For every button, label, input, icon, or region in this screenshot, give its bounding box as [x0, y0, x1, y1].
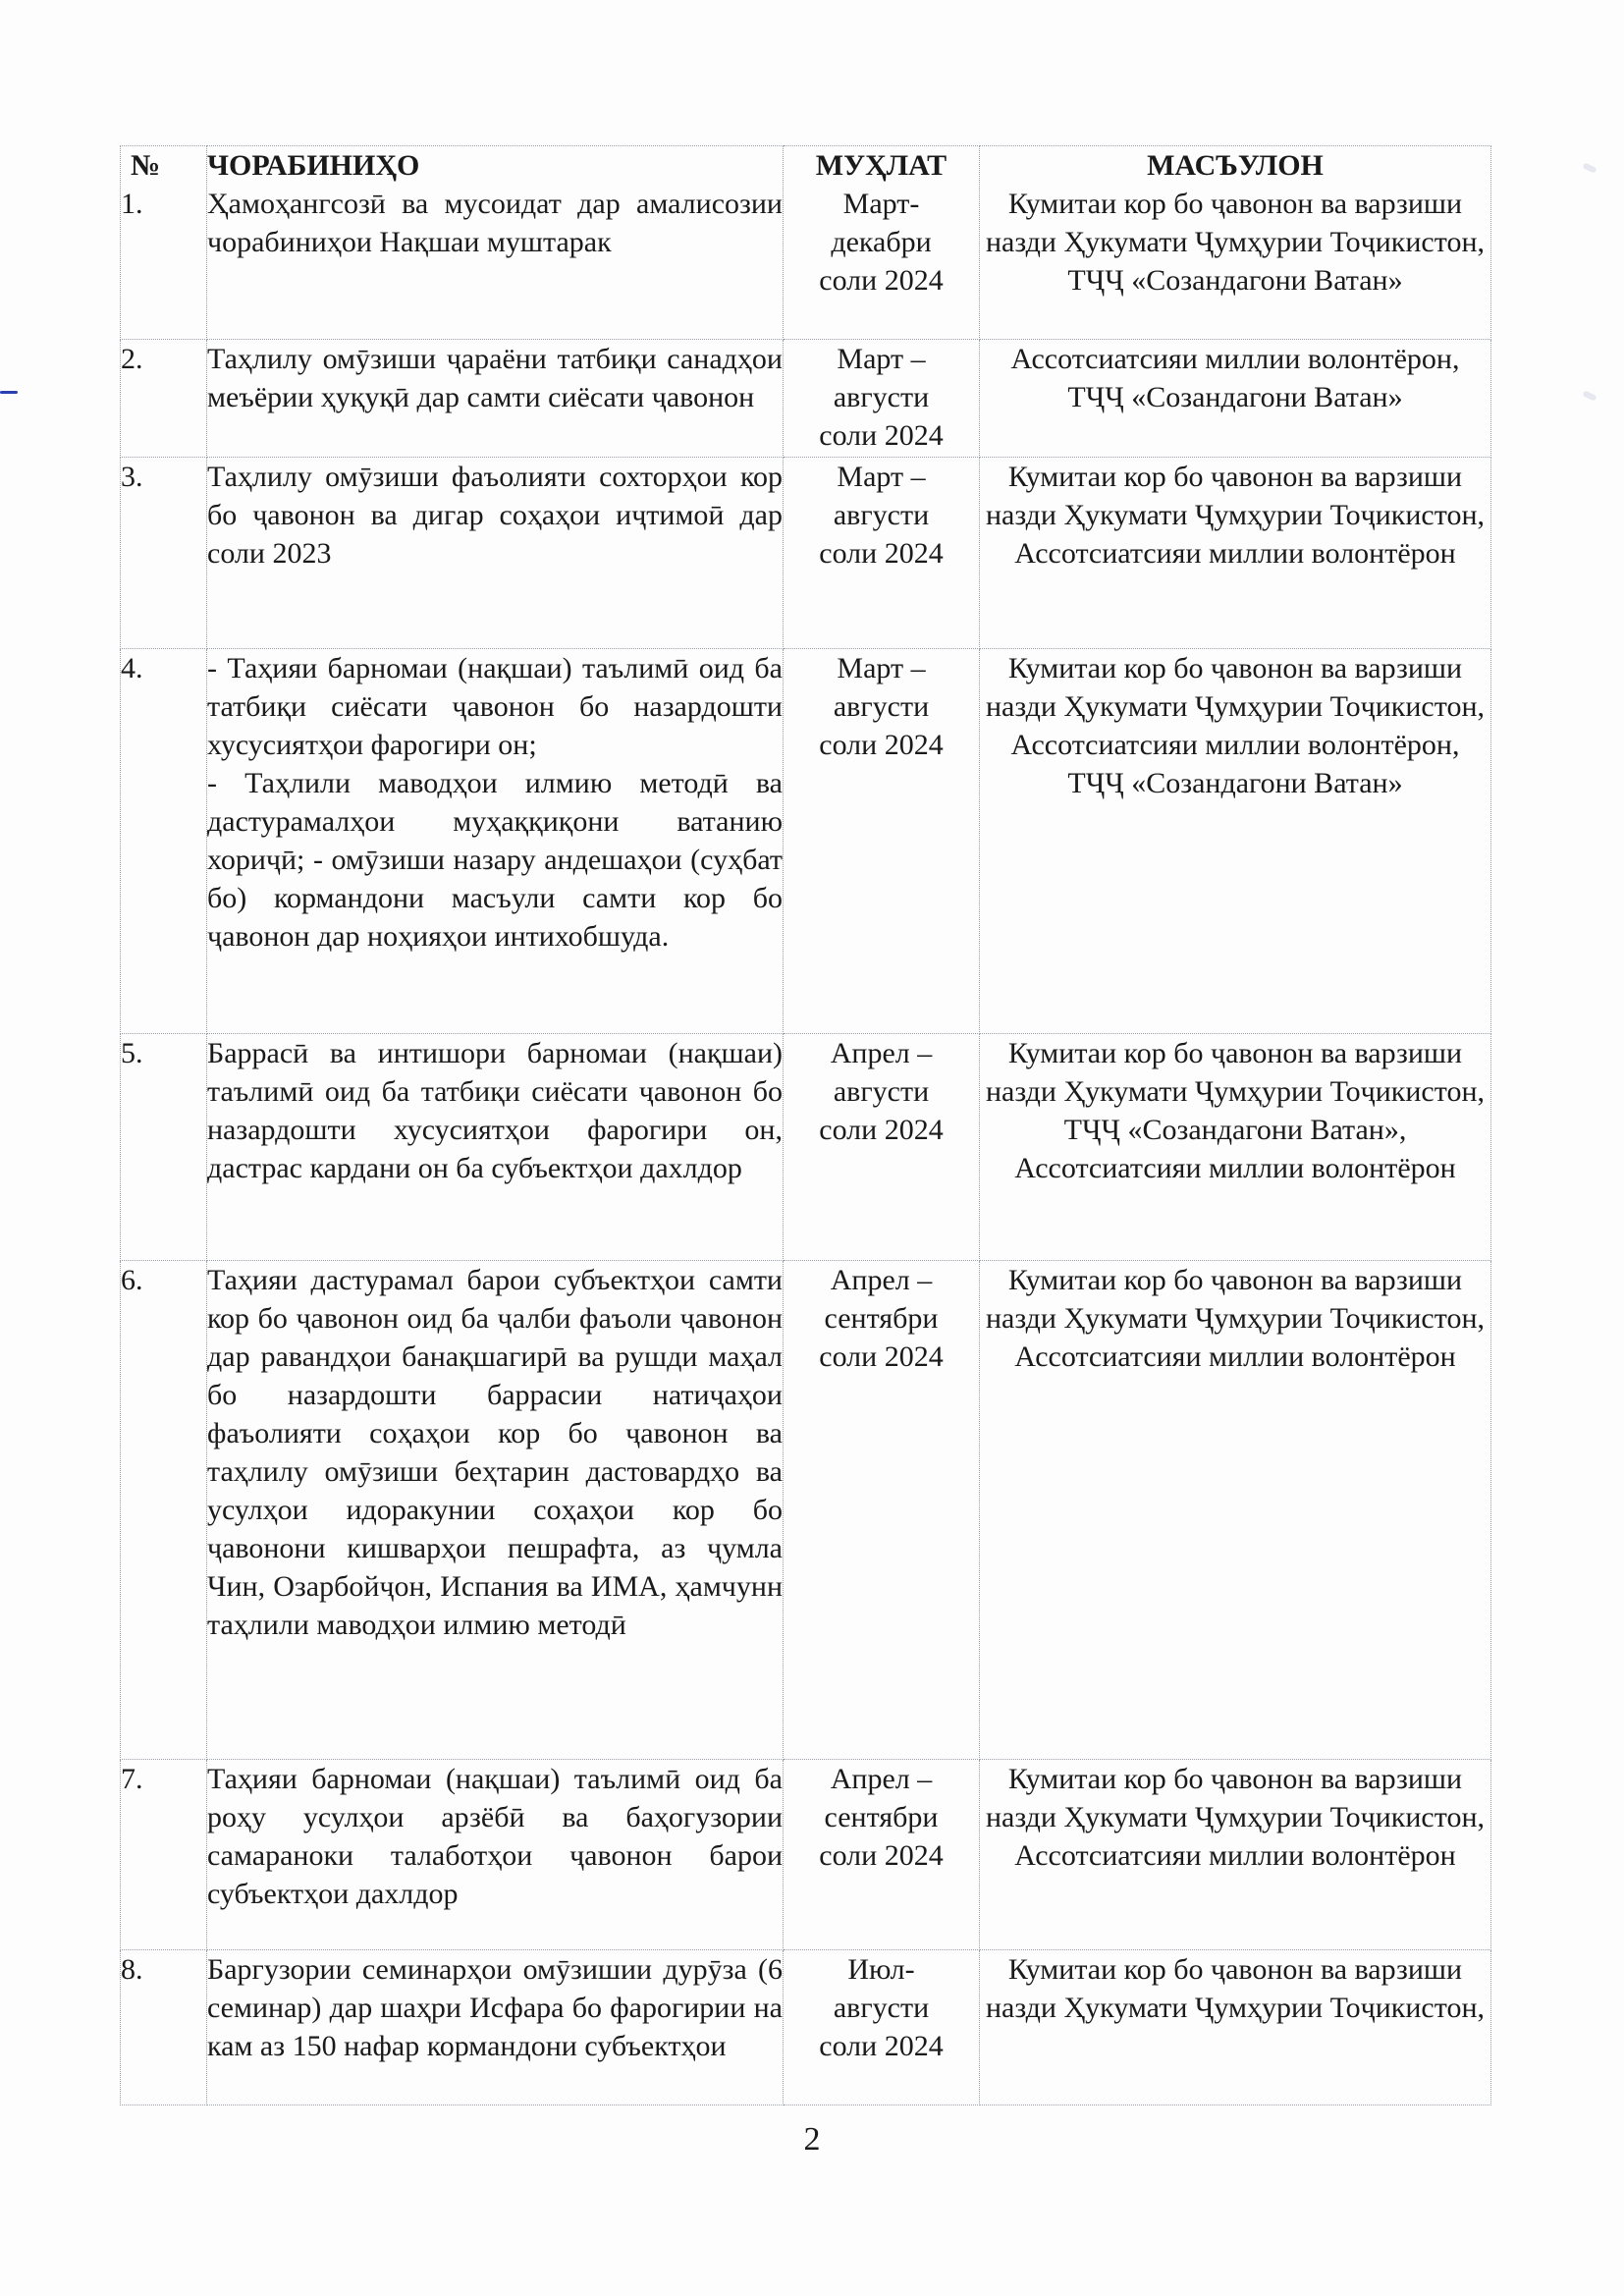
- table-row: [121, 1760, 1491, 1950]
- header-activities: ЧОРАБИНИҲО: [207, 149, 420, 182]
- row-number: 4.: [121, 649, 207, 1034]
- responsible-text: Кумитаи кор бо ҷавонон ва варзиши назди Ҳукумати Ҷумҳурии Тоҷикистон,: [980, 1950, 1491, 2105]
- term-line: августи: [833, 499, 930, 531]
- activity-text: Таҳлилу омӯзиши фаъолияти сохторҳои кор бо ҷавонон ва дигар соҳаҳои иҷтимоӣ дар соли 2023: [207, 461, 783, 570]
- responsible-text: Кумитаи кор бо ҷавонон ва варзиши назди Ҳукумати Ҷумҳурии Тоҷикистон, Ассотсиатсияи миллии волонтёрон: [980, 458, 1491, 649]
- term-line: августи: [833, 1992, 930, 2024]
- responsible-text: Кумитаи кор бо ҷавонон ва варзиши назди Ҳукумати Ҷумҳурии Тоҷикистон, Ассотсиатсияи миллии волонтёрон: [980, 1261, 1491, 1760]
- header-number: №: [131, 149, 161, 182]
- term-line: Апрел –: [830, 1037, 933, 1069]
- term-line: Март –: [837, 652, 926, 684]
- term-line: сентябри: [824, 1801, 939, 1833]
- term-cell: [784, 1950, 980, 2105]
- table-row: [121, 1950, 1491, 2105]
- table-row: [121, 1034, 1491, 1261]
- action-plan-table: [120, 145, 1491, 2105]
- term-line: Март-: [842, 188, 920, 220]
- term-line: Март –: [837, 343, 926, 375]
- row-number: 8.: [121, 1950, 207, 2105]
- pen-mark: [0, 391, 18, 394]
- activity-cell: [207, 146, 784, 340]
- term-line: соли 2024: [819, 2030, 944, 2062]
- term-cell: [784, 1760, 980, 1950]
- header-responsible: МАСЪУЛОН: [1147, 149, 1324, 182]
- responsible-cell: [980, 146, 1491, 340]
- term-line: сентябри: [824, 1302, 939, 1335]
- activity-cell: [207, 340, 784, 458]
- number-cell: [121, 146, 207, 340]
- activity-text: - Таҳияи барномаи (нақшаи) таълимӣ оид ба татбиқи сиёсати ҷавонон бо назардошти хусусиятҳои фарогири он;: [207, 652, 783, 761]
- term-line: соли 2024: [819, 264, 944, 297]
- activity-cell: [207, 649, 784, 1034]
- row-number: 5.: [121, 1034, 207, 1261]
- term-line: августи: [833, 381, 930, 413]
- term-cell: [784, 146, 980, 340]
- term-line: соли 2024: [819, 1839, 944, 1872]
- term-cell: [784, 1034, 980, 1261]
- term-line: соли 2024: [819, 419, 944, 452]
- activity-cell: [207, 1261, 784, 1760]
- term-line: соли 2024: [819, 1340, 944, 1373]
- term-cell: [784, 458, 980, 649]
- responsible-text: Кумитаи кор бо ҷавонон ва варзиши назди Ҳукумати Ҷумҳурии Тоҷикистон, Ассотсиатсияи миллии волонтёрон: [980, 1760, 1491, 1950]
- activity-text: Таҳияи дастурамал барои субъектҳои самти кор бо ҷавонон оид ба ҷалби фаъоли ҷавонон дар равандҳои банақшагирӣ ва рушди маҳал бо назардошти баррасии натиҷаҳои фаъолияти соҳаҳои кор бо ҷавонон ва таҳлилу омӯзиши беҳтарин дастовардҳо ва усулҳои идоракунии соҳаҳои кор бо ҷавонони кишварҳои пешрафта, аз ҷумла Чин, Озарбойҷон, Испания ва ИМА, ҳамчунн таҳлили маводҳои илмию методӣ: [207, 1264, 783, 1641]
- responsible-text: Кумитаи кор бо ҷавонон ва варзиши назди Ҳукумати Ҷумҳурии Тоҷикистон, ТҶҶ «Созандагони Ватан»: [985, 188, 1486, 297]
- activity-text: Таҳлилу омӯзиши ҷараёни татбиқи санадҳои меъёрии ҳуқуқӣ дар самти сиёсати ҷавонон: [207, 343, 783, 413]
- term-line: августи: [833, 690, 930, 723]
- table-row: [121, 458, 1491, 649]
- activity-text: Баррасӣ ва интишори барномаи (нақшаи) таълимӣ оид ба татбиқи сиёсати ҷавонон бо назардошти хусусиятҳои фарогири он, дастрас кардани он ба субъектҳои дахлдор: [207, 1037, 783, 1184]
- term-line: соли 2024: [819, 537, 944, 570]
- activity-text: Ҳамоҳангсозӣ ва мусоидат дар амалисозии чорабиниҳои Нақшаи муштарак: [207, 188, 783, 258]
- row-number: 7.: [121, 1760, 207, 1950]
- responsible-text: Ассотсиатсияи миллии волонтёрон, ТҶҶ «Созандагони Ватан»: [980, 340, 1491, 458]
- table-row: [121, 146, 1491, 340]
- term-line: Апрел –: [830, 1264, 933, 1296]
- activity-text: Таҳияи барномаи (нақшаи) таълимӣ оид ба роҳу усулҳои арзёбӣ ва баҳогузории самараноки талаботҳои ҷавонон барои субъектҳои дахлдор: [207, 1763, 783, 1910]
- table-row: [121, 1261, 1491, 1760]
- term-line: соли 2024: [819, 1114, 944, 1146]
- row-number: 1.: [121, 188, 143, 220]
- term-line: декабри: [831, 226, 932, 258]
- term-cell: [784, 340, 980, 458]
- scan-speck: [1582, 162, 1597, 173]
- activity-cell: [207, 458, 784, 649]
- activity-text: Баргузории семинарҳои омӯзишии дурӯза (6 семинар) дар шаҳри Исфара бо фарогирии на кам аз 150 нафар кормандони субъектҳои: [207, 1953, 783, 2062]
- header-term: МУҲЛАТ: [815, 149, 947, 182]
- table-row: [121, 649, 1491, 1034]
- row-number: 6.: [121, 1261, 207, 1760]
- term-line: Июл-: [847, 1953, 915, 1986]
- activity-cell: [207, 1760, 784, 1950]
- row-number: 3.: [121, 458, 207, 649]
- table-row: [121, 340, 1491, 458]
- scan-speck: [1582, 390, 1597, 401]
- term-line: августи: [833, 1075, 930, 1108]
- activity-cell: [207, 1950, 784, 2105]
- responsible-text: Кумитаи кор бо ҷавонон ва варзиши назди Ҳукумати Ҷумҳурии Тоҷикистон, ТҶҶ «Созандагони Ватан», Ассотсиатсияи миллии волонтёрон: [980, 1034, 1491, 1261]
- activity-cell: [207, 1034, 784, 1261]
- page-number: 2: [803, 2121, 821, 2158]
- term-line: Март –: [837, 461, 926, 493]
- term-cell: [784, 649, 980, 1034]
- responsible-text: Кумитаи кор бо ҷавонон ва варзиши назди Ҳукумати Ҷумҳурии Тоҷикистон, Ассотсиатсияи миллии волонтёрон, ТҶҶ «Созандагони Ватан»: [980, 649, 1491, 1034]
- term-cell: [784, 1261, 980, 1760]
- row-number: 2.: [121, 340, 207, 458]
- term-line: Апрел –: [830, 1763, 933, 1795]
- term-line: соли 2024: [819, 729, 944, 761]
- activity-text: - Таҳлили маводҳои илмию методӣ ва дастурамалҳои муҳаққиқони ватанию хориҷӣ; - омӯзиши назару андешаҳои (суҳбат бо) кормандони масъули самти кор бо ҷавонон дар ноҳияҳои интихобшуда.: [207, 767, 783, 953]
